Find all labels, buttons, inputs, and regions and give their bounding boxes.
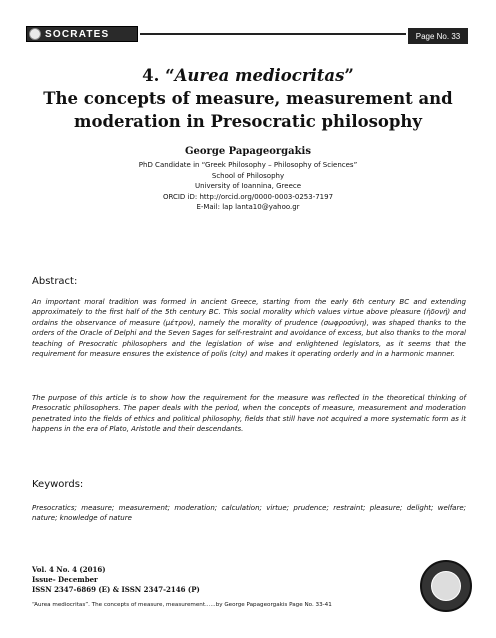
title-line-3: moderation in Presocratic philosophy xyxy=(73,112,423,131)
header-rule xyxy=(140,33,406,35)
journal-logo xyxy=(26,26,138,42)
author-name: George Papageorgakis xyxy=(184,146,311,157)
abstract-paragraph-1: An important moral tradition was formed in ancient Greece, starting from the early 6th century BC and extending approximately to the first half of the 5th century BC. This social morality which values virtue above pleasure (ἡδονή) and ordains the observance of measure (μέτρον), namely the morality of prudence (σωφροσύνη), was shaped thanks to the orders of the Oracle of Delphi and the Seven Sages for self-restraint and avoidance of excess, but also thanks to the moral teaching of Presocratic philosophers and the legislation of wise and enlightened legislators, as it seems that the requirement for measure ensures the existence of polis (city) and makes it operating orderly and in a harmonic manner. xyxy=(32,298,466,359)
seal-center xyxy=(431,571,461,601)
affiliation-line: School of Philosophy xyxy=(211,171,285,180)
page-number-badge: Page No. 33 xyxy=(408,28,468,44)
volume-line: Vol. 4 No. 4 (2016) xyxy=(32,565,106,574)
journal-seal-icon xyxy=(420,560,472,612)
journal-name: SOCRATES xyxy=(45,28,110,40)
title-line-2: The concepts of measure, measurement and xyxy=(43,89,453,108)
orcid-line: ORCID iD: http://orcid.org/0000-0003-0253-7197 xyxy=(162,192,334,201)
issn-line: ISSN 2347-6869 (E) & ISSN 2347-2146 (P) xyxy=(32,585,200,594)
abstract-paragraph-2: The purpose of this article is to show how the requirement for the measure was reflected in the theoretical thinking of Presocratic philosophers. The paper deals with the period, when the concepts of measure, measurement and moderation penetrated into the fields of ethics and political philosophy, fields that still have not acquired a more systematic form as it happens in the era of Plato, Aristotle and their descendants. xyxy=(32,394,466,434)
issue-line: Issue- December xyxy=(32,575,98,584)
title-line-1: 4. “Aurea mediocritas” xyxy=(142,66,354,85)
affiliation-line: University of Ioannina, Greece xyxy=(194,182,302,190)
abstract-heading: Abstract: xyxy=(32,276,78,287)
footer-citation: “Aurea mediocritas”. The concepts of measure, measurement......by George Papageorgakis Page No. 33-41 xyxy=(32,602,332,608)
footer-info xyxy=(32,565,200,595)
keywords-heading: Keywords: xyxy=(32,479,84,490)
keywords-text: Presocratics; measure; measurement; moderation; calculation; virtue; prudence; restraint; pleasure; delight; welfare; nature; knowledge of nature xyxy=(32,504,466,523)
affiliation-line: PhD Candidate in “Greek Philosophy – Philosophy of Sciences” xyxy=(138,161,358,169)
seal-icon xyxy=(29,28,41,40)
email-line: E-Mail: lap lanta10@yahoo.gr xyxy=(196,203,300,211)
paper-title xyxy=(20,64,476,133)
author-affiliation xyxy=(0,160,496,213)
